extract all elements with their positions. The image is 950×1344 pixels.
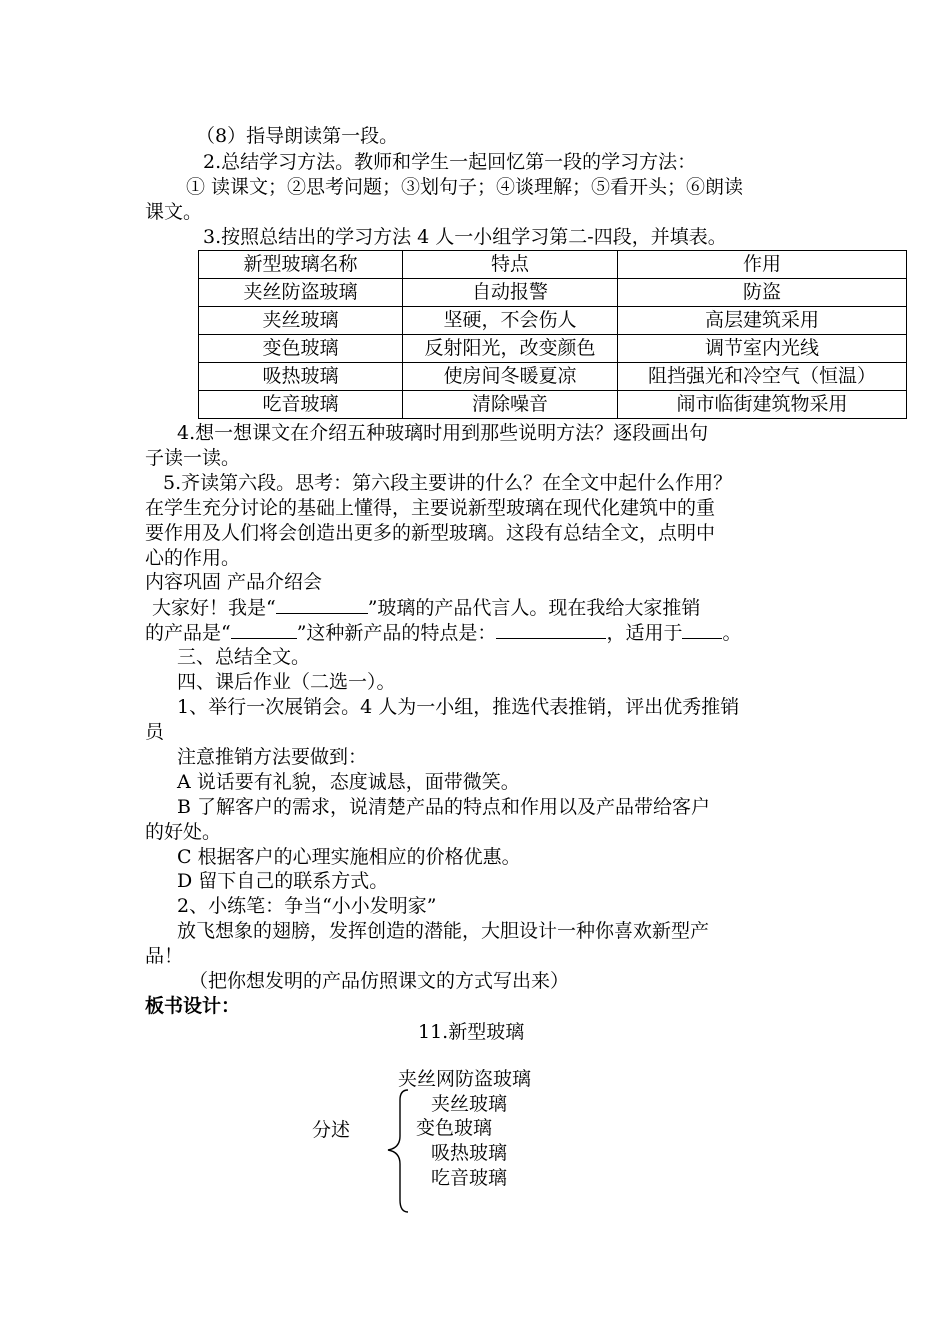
- imagination-text-cont: 品！: [145, 945, 184, 967]
- table-header: 新型玻璃名称: [199, 251, 403, 279]
- step-5-text: 5.齐读第六段。思考：第六段主要讲的什么？在全文中起什么作用？: [163, 472, 733, 494]
- table-header: 作用: [618, 251, 907, 279]
- step-3-text: 3.按照总结出的学习方法 4 人一小组学习第二-四段，并填表。: [203, 226, 727, 248]
- intro-text: ”这种新产品的特点是：: [296, 622, 497, 644]
- discussion-text: 心的作用。: [145, 547, 241, 569]
- table-row: [199, 307, 907, 335]
- blank-line: [276, 595, 368, 614]
- discussion-text: 在学生充分讨论的基础上懂得，主要说新型玻璃在现代化建筑中的重: [145, 497, 716, 519]
- table-cell: 夹丝玻璃: [199, 307, 403, 335]
- table-cell: 清除噪音: [403, 391, 618, 419]
- board-title: 11.新型玻璃: [418, 1021, 525, 1043]
- blank-line: [682, 620, 722, 639]
- table-cell: 调节室内光线: [618, 335, 907, 363]
- writing-note: （把你想发明的产品仿照课文的方式写出来）: [189, 970, 570, 992]
- discussion-text: 要作用及人们将会创造出更多的新型玻璃。这段有总结全文，点明中: [145, 522, 716, 544]
- tip-b: B 了解客户的需求，说清楚产品的特点和作用以及产品带给客户: [177, 796, 711, 818]
- table-cell: 防盗: [618, 279, 907, 307]
- summary-heading: 三、总结全文。: [177, 646, 311, 668]
- blank-line: [231, 620, 297, 639]
- table-cell: 阻挡强光和冷空气（恒温）: [618, 363, 907, 391]
- table-cell: 吸热玻璃: [199, 363, 403, 391]
- table-cell: 反射阳光，改变颜色: [403, 335, 618, 363]
- methods-list-cont: 课文。: [145, 201, 203, 223]
- table-cell: 坚硬，不会伤人: [403, 307, 618, 335]
- table-cell: 变色玻璃: [199, 335, 403, 363]
- tip-c: C 根据客户的心理实施相应的价格优惠。: [177, 846, 521, 868]
- table-header-row: [199, 251, 907, 279]
- board-item: 变色玻璃: [416, 1117, 493, 1139]
- intro-text: ”玻璃的产品代言人。现在我给大家推销: [367, 597, 701, 619]
- homework-option-1-cont: 员: [145, 721, 165, 743]
- board-label: 分述: [312, 1119, 351, 1141]
- intro-text: 。: [722, 622, 742, 644]
- step-4-text-cont: 子读一读。: [145, 447, 241, 469]
- table-row: [199, 391, 907, 419]
- intro-sentence-cont: [145, 620, 741, 645]
- homework-option-2: 2、小练笔：争当“小小发明家”: [177, 895, 437, 917]
- table-row: [199, 335, 907, 363]
- intro-text: ，适用于: [606, 622, 683, 644]
- table-cell: 高层建筑采用: [618, 307, 907, 335]
- tip-d: D 留下自己的联系方式。: [177, 870, 389, 892]
- table-cell: 夹丝防盗玻璃: [199, 279, 403, 307]
- table-header: 特点: [403, 251, 618, 279]
- intro-sentence: [152, 595, 700, 620]
- glass-table: [198, 250, 907, 419]
- curly-brace-icon: [386, 1088, 410, 1214]
- homework-heading: 四、课后作业（二选一）。: [177, 671, 396, 693]
- board-design-heading: 板书设计：: [145, 995, 241, 1017]
- table-cell: 吃音玻璃: [199, 391, 403, 419]
- board-item: 夹丝玻璃: [431, 1093, 508, 1115]
- intro-text: 的产品是“: [145, 622, 231, 644]
- board-item: 吸热玻璃: [431, 1142, 508, 1164]
- table-cell: 使房间冬暖夏凉: [403, 363, 618, 391]
- step-2-text: 2.总结学习方法。教师和学生一起回忆第一段的学习方法：: [203, 151, 697, 173]
- table-row: [199, 363, 907, 391]
- board-item: 吃音玻璃: [431, 1167, 508, 1189]
- tips-heading: 注意推销方法要做到：: [177, 746, 368, 768]
- tip-b-cont: 的好处。: [145, 821, 222, 843]
- table-row: [199, 279, 907, 307]
- methods-list: ① 读课文；②思考问题；③划句子；④谈理解；⑤看开头；⑥朗读: [186, 176, 744, 198]
- blank-line: [496, 620, 606, 639]
- step-4-text: 4.想一想课文在介绍五种玻璃时用到那些说明方法？逐段画出句: [177, 422, 709, 444]
- intro-text: 大家好！我是“: [152, 597, 276, 619]
- section-heading: 内容巩固 产品介绍会: [145, 571, 323, 593]
- table-cell: 自动报警: [403, 279, 618, 307]
- homework-option-1: 1、举行一次展销会。4 人为一小组，推选代表推销，评出优秀推销: [177, 696, 740, 718]
- board-item: 夹丝网防盗玻璃: [398, 1068, 532, 1090]
- tip-a: A 说话要有礼貌，态度诚恳，面带微笑。: [177, 771, 520, 793]
- imagination-text: 放飞想象的翅膀，发挥创造的潜能，大胆设计一种你喜欢新型产: [177, 920, 710, 942]
- step-8-text: （8）指导朗读第一段。: [196, 125, 399, 147]
- table-cell: 闹市临街建筑物采用: [618, 391, 907, 419]
